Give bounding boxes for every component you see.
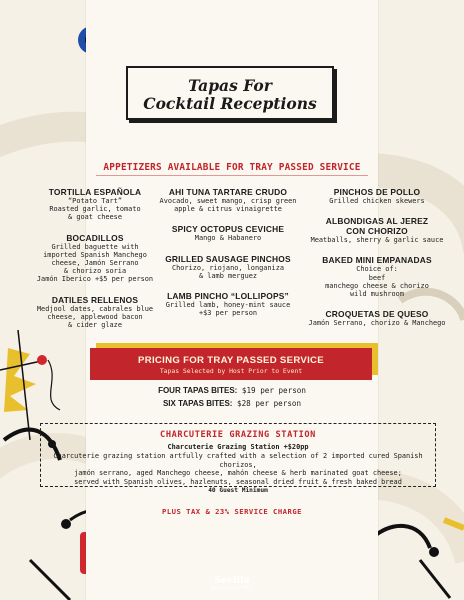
item-description: “Potato Tart” Roasted garlic, tomato & goat cheese (49, 197, 141, 222)
price-line (100, 386, 364, 395)
item-name: BAKED MINI EMPANADAS (322, 255, 432, 266)
sevilla-logo (196, 575, 268, 592)
item-description: Chorizo, riojano, longaniza & lamb merguez (171, 263, 284, 280)
item-name: PINCHOS DE POLLO (333, 187, 421, 197)
item-description: Choice of: beef manchego cheese & chorizo wild mushroom (325, 265, 429, 299)
logo-name: Sevilla (214, 575, 250, 586)
item-name: SPICY OCTOPUS CEVICHE (171, 224, 285, 235)
pricing-band (90, 348, 372, 380)
menu-column-3 (306, 187, 448, 338)
menu-column-2 (152, 187, 304, 328)
item-description: Meatballs, sherry & garlic sauce (310, 236, 444, 245)
item-description: Grilled baguette with imported Spanish Manchego cheese, Jamón Serrano & chorizo soria Jamón Iberico +$5 per person (36, 242, 154, 284)
menu-item (152, 224, 304, 242)
item-description: Grilled lamb, honey-mint sauce +$3 per person (165, 301, 291, 318)
item-name: ALBONDIGAS AL JEREZ CON CHORIZO (325, 216, 429, 237)
charcuterie-minimum: 40 Guest Minimum (208, 487, 268, 495)
menu-column-1 (22, 187, 168, 340)
menu-item (306, 216, 448, 244)
menu-item (152, 254, 304, 280)
menu-item (152, 291, 304, 317)
menu-item (22, 187, 168, 222)
price-label: SIX TAPAS BITES: (162, 399, 233, 408)
item-description: Mango & Habanero (194, 234, 262, 243)
logo-established: Established 1987 (210, 586, 254, 591)
item-name: DATILES RELLENOS (51, 294, 139, 305)
menu-item (152, 187, 304, 213)
menu-item (306, 187, 448, 205)
item-description: Avocado, sweet mango, crisp green apple & citrus vinaigrette (159, 197, 297, 214)
service-charge-note: PLUS TAX & 23% SERVICE CHARGE (162, 507, 302, 516)
title-line-2: Cocktail Receptions (143, 94, 317, 113)
price-line (100, 399, 364, 408)
charcuterie-subtitle: Charcuterie Grazing Station +$20pp (167, 443, 309, 451)
page-title (126, 66, 334, 120)
price-value: $28 per person (237, 399, 302, 408)
charcuterie-section (40, 423, 436, 495)
item-description: Jamón Serrano, chorizo & Manchego (308, 319, 446, 328)
charcuterie-description: Charcuterie grazing station artfully crafted with a selection of 2 imported cured Spanish chorizos, jamón serrano, aged Manchego cheese, mahón cheese & herb marinated goat cheese; served with Spanish olives, hazlenuts, seasonal dried fruit & fresh baked bread (53, 452, 423, 486)
appetizers-heading: APPETIZERS AVAILABLE FOR TRAY PASSED SERVICE (103, 162, 361, 173)
item-name: LAMB PINCHO “LOLLIPOPS” (167, 291, 289, 302)
item-name: AHI TUNA TARTARE CRUDO (168, 187, 288, 197)
item-name: TORTILLA ESPAÑOLA (48, 187, 142, 197)
price-label: FOUR TAPAS BITES: (158, 386, 238, 395)
item-name: BOCADILLOS (66, 232, 124, 243)
menu-item (22, 295, 168, 330)
charcuterie-title: CHARCUTERIE GRAZING STATION (160, 430, 316, 440)
price-value: $19 per person (241, 386, 306, 395)
menu-item (306, 309, 448, 327)
menu-item (306, 255, 448, 298)
title-line-1: Tapas For (188, 76, 272, 95)
menu-item (22, 233, 168, 284)
pricing-subtitle: Tapas Selected by Host Prior to Event (159, 367, 303, 375)
item-description: Medjool dates, cabrales blue cheese, applewood bacon & cider glaze (36, 304, 154, 330)
pricing-title: PRICING FOR TRAY PASSED SERVICE (138, 355, 324, 366)
item-name: CROQUETAS DE QUESO (325, 309, 429, 320)
item-name: GRILLED SAUSAGE PINCHOS (165, 253, 291, 264)
heading-divider (96, 175, 368, 176)
item-description: Grilled chicken skewers (329, 197, 425, 205)
